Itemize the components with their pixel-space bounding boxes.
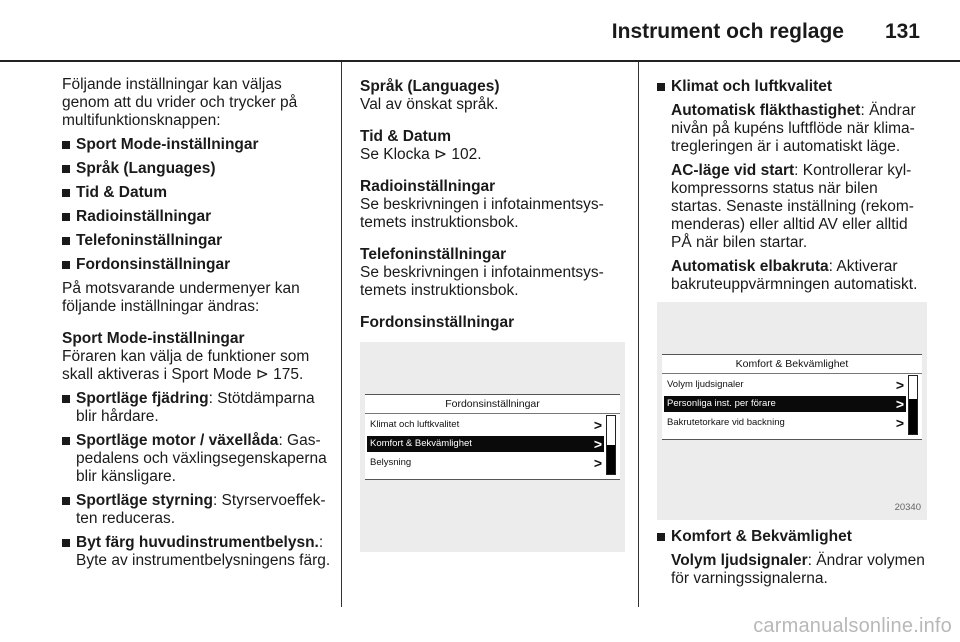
display-screenshot (360, 342, 625, 552)
list-item: Sportläge fjädring: Stötdämparna blir hårdare. (62, 390, 332, 426)
chevron-right-icon: > (593, 417, 602, 433)
scrollbar (908, 375, 918, 435)
list-item: Fordonsinställningar (62, 256, 332, 274)
column-divider-2 (638, 62, 639, 607)
sub-item: Volym ljudsignaler: Ändrar volymen för varningssignalerna. (671, 552, 925, 587)
column-1 (62, 76, 332, 576)
image-number: 20340 (894, 502, 921, 513)
menu-row: Belysning > (370, 455, 602, 471)
menu-row: Personliga inst. per förare > (664, 396, 906, 412)
screen-title: Komfort & Bekvämlighet (662, 355, 922, 374)
list-item: Sportläge styrning: Styrservoeffekten reduceras. (62, 492, 332, 528)
page-number: 131 (884, 20, 920, 43)
header-title: Instrument och reglage (611, 20, 844, 43)
section-text: Se Klocka ⊳ 102. (360, 146, 482, 163)
display-screen (662, 354, 922, 440)
list-item: Radioinställningar (62, 208, 332, 226)
list-item: Tid & Datum (62, 184, 332, 202)
scrollbar-thumb (607, 445, 615, 474)
intro-text: Följande inställningar kan väljas genom att du vrider och trycker på multifunktionsknappen: (62, 76, 298, 129)
after-list-text: På motsvarande undermenyer kan följande inställningar ändras: (62, 280, 300, 315)
section-heading: Tid & Datum (360, 128, 451, 145)
display-screen (365, 394, 620, 480)
column-3 (657, 78, 927, 594)
chevron-right-icon: > (895, 396, 904, 412)
list-item: Klimat och luftkvalitet (657, 78, 927, 96)
section-text: Föraren kan välja de funktioner som skall aktiveras i Sport Mode ⊳ 175. (62, 348, 310, 383)
chevron-right-icon: > (593, 436, 602, 452)
section (360, 78, 625, 114)
sub-item: Automatisk elbakruta: Aktiverar bakruteuppvärmningen automatiskt. (671, 258, 918, 293)
sub-item: Automatisk fläkthastighet: Ändrar nivån på kupéns luftflöde när klimatregleringen är i automatiskt läge. (671, 102, 916, 155)
menu-row: Volym ljudsignaler > (667, 377, 904, 393)
section (360, 178, 625, 232)
chevron-right-icon: > (895, 415, 904, 431)
menu-row: Bakrutetorkare vid backning > (667, 415, 904, 431)
section-text: Val av önskat språk. (360, 96, 499, 113)
screen-title: Fordonsinställningar (365, 395, 620, 414)
section-heading: Fordonsinställningar (360, 314, 515, 331)
menu-row: Klimat och luftkvalitet > (370, 417, 602, 433)
section-heading: Telefoninställningar (360, 246, 507, 263)
list-item: Telefoninställningar (62, 232, 332, 250)
watermark: carmanualsonline.info (753, 615, 952, 637)
list-item: Sportläge motor / växellåda: Gaspedalens och växlingsegenskaperna blir känsligare. (62, 432, 332, 486)
display-screenshot (657, 302, 927, 520)
section-heading: Radioinställningar (360, 178, 496, 195)
section (360, 128, 625, 164)
section-heading: Sport Mode-inställningar (62, 330, 245, 347)
section (360, 246, 625, 300)
chevron-right-icon: > (895, 377, 904, 393)
header-rule (0, 60, 960, 62)
section-heading: Språk (Languages) (360, 78, 500, 95)
page-header (0, 0, 960, 62)
scrollbar-thumb (909, 399, 917, 434)
list-item: Sport Mode-inställningar (62, 136, 332, 154)
section-text: Se beskrivningen i infotainmentsystemets instruktionsbok. (360, 264, 604, 299)
chevron-right-icon: > (593, 455, 602, 471)
sub-item: AC-läge vid start: Kontrollerar kylkompressorns status när bilen startas. Senaste inställning (rekommenderas) eller alltid AV eller alltid PÅ när bilen startar. (671, 162, 914, 251)
list-item: Språk (Languages) (62, 160, 332, 178)
section-text: Se beskrivningen i infotainmentsystemets instruktionsbok. (360, 196, 604, 231)
list-item: Byt färg huvudinstrumentbelysn.: Byte av instrumentbelysningens färg. (62, 534, 332, 570)
column-divider-1 (341, 62, 342, 607)
list-item: Komfort & Bekvämlighet (657, 528, 927, 546)
menu-row: Komfort & Bekvämlighet > (367, 436, 604, 452)
column-2 (360, 78, 625, 560)
scrollbar (606, 415, 616, 475)
